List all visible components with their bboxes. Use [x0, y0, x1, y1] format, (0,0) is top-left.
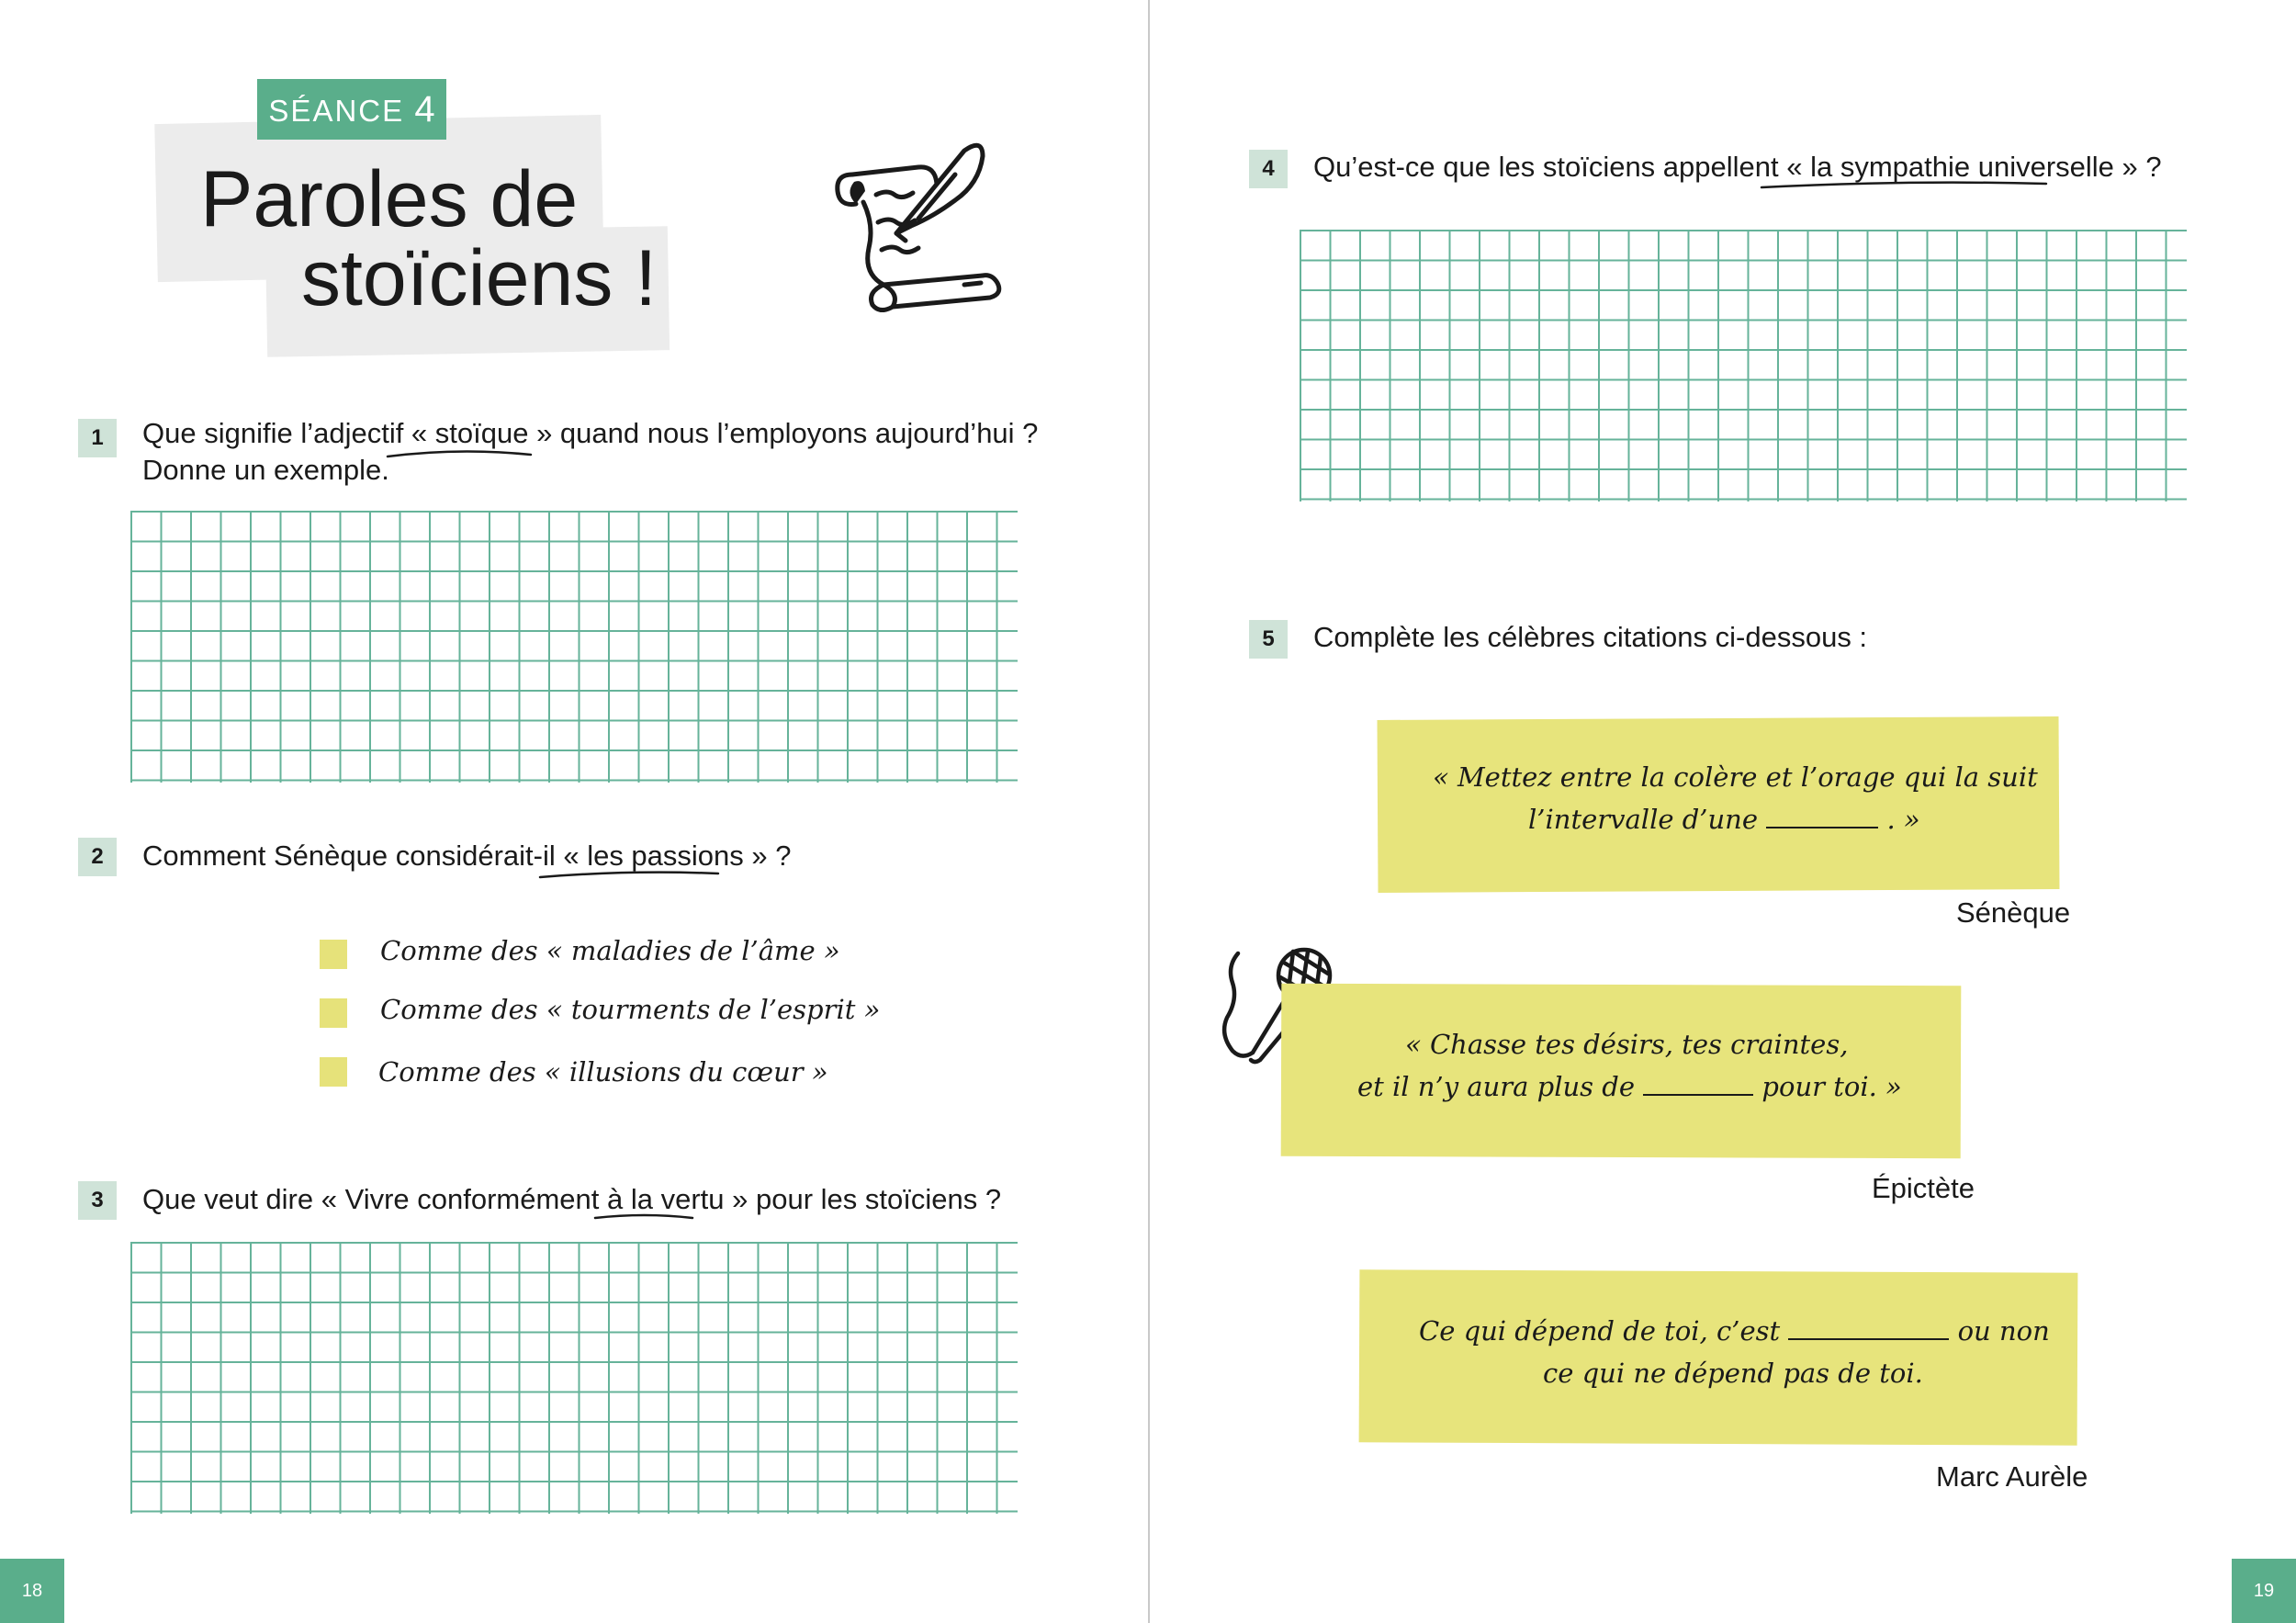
scroll-quill-icon	[827, 138, 1010, 312]
underline-stroke	[386, 447, 533, 460]
option-label: Comme des « tourments de l’esprit »	[380, 994, 881, 1025]
quote-text-line2	[1528, 798, 1920, 840]
question-number: 4	[1249, 150, 1288, 188]
answer-grid[interactable]	[130, 1242, 1018, 1514]
page-spine	[1148, 0, 1150, 1623]
page-number-right: 19	[2232, 1559, 2296, 1623]
quote-author: Sénèque	[1956, 896, 2071, 929]
quote-text: ce qui ne dépend pas de toi.	[1543, 1358, 1923, 1389]
question-5-text: Complète les célèbres citations ci-dessous :	[1313, 621, 1868, 653]
quote-text-line2	[1357, 1065, 1902, 1108]
page-title-line2: stoïciens !	[301, 234, 658, 322]
quote-author: Marc Aurèle	[1936, 1460, 2088, 1493]
question-2-text: Comment Sénèque considérait-il « les passions » ?	[142, 840, 792, 872]
page-number-left: 18	[0, 1559, 64, 1623]
question-number: 3	[78, 1181, 117, 1220]
underline-stroke	[1760, 178, 2050, 191]
fill-blank[interactable]	[1766, 827, 1878, 828]
question-3-text: Que veut dire « Vivre conformément à la vertu » pour les stoïciens ?	[142, 1183, 1002, 1215]
option-checkbox[interactable]	[320, 940, 347, 969]
option-label: Comme des « illusions du cœur »	[378, 1056, 828, 1088]
quote-text: « Mettez entre la colère et l’orage qui la suit	[1433, 761, 2038, 793]
quote-text-part: pour toi. »	[1761, 1071, 1902, 1102]
question-number: 5	[1249, 620, 1288, 659]
question-number: 2	[78, 838, 117, 876]
question-4-text: Qu’est-ce que les stoïciens appellent « la sympathie universelle » ?	[1313, 151, 2162, 183]
answer-grid[interactable]	[1300, 230, 2187, 502]
quote-text-part: Ce qui dépend de toi, c’est	[1419, 1315, 1781, 1347]
quote-text-part: ou non	[1957, 1315, 2050, 1347]
quote-text: « Chasse tes désirs, tes craintes,	[1405, 1029, 1849, 1060]
session-tag	[257, 79, 446, 140]
fill-blank[interactable]	[1643, 1094, 1753, 1096]
option-label: Comme des « maladies de l’âme »	[380, 935, 840, 966]
option-checkbox[interactable]	[320, 1057, 347, 1087]
quote-author: Épictète	[1872, 1172, 1975, 1204]
option-checkbox[interactable]	[320, 998, 347, 1028]
quote-text-part: et il n’y aura plus de	[1357, 1071, 1635, 1102]
page-title-line1: Paroles de	[200, 155, 579, 243]
quote-text-part: l’intervalle d’une	[1528, 804, 1759, 835]
underline-stroke	[593, 1211, 696, 1223]
answer-grid[interactable]	[130, 511, 1018, 783]
session-number: 4	[414, 89, 435, 130]
quote-text-line1	[1419, 1310, 2050, 1352]
fill-blank[interactable]	[1788, 1338, 1949, 1340]
question-1-line1: Que signifie l’adjectif « stoïque » quand nous l’employons aujourd’hui ?	[142, 417, 1039, 449]
underline-stroke	[538, 868, 722, 881]
session-label: SÉANCE	[268, 94, 405, 128]
question-1-line2: Donne un exemple.	[142, 454, 389, 486]
quote-text-part: . »	[1886, 804, 1920, 835]
question-number: 1	[78, 419, 117, 457]
